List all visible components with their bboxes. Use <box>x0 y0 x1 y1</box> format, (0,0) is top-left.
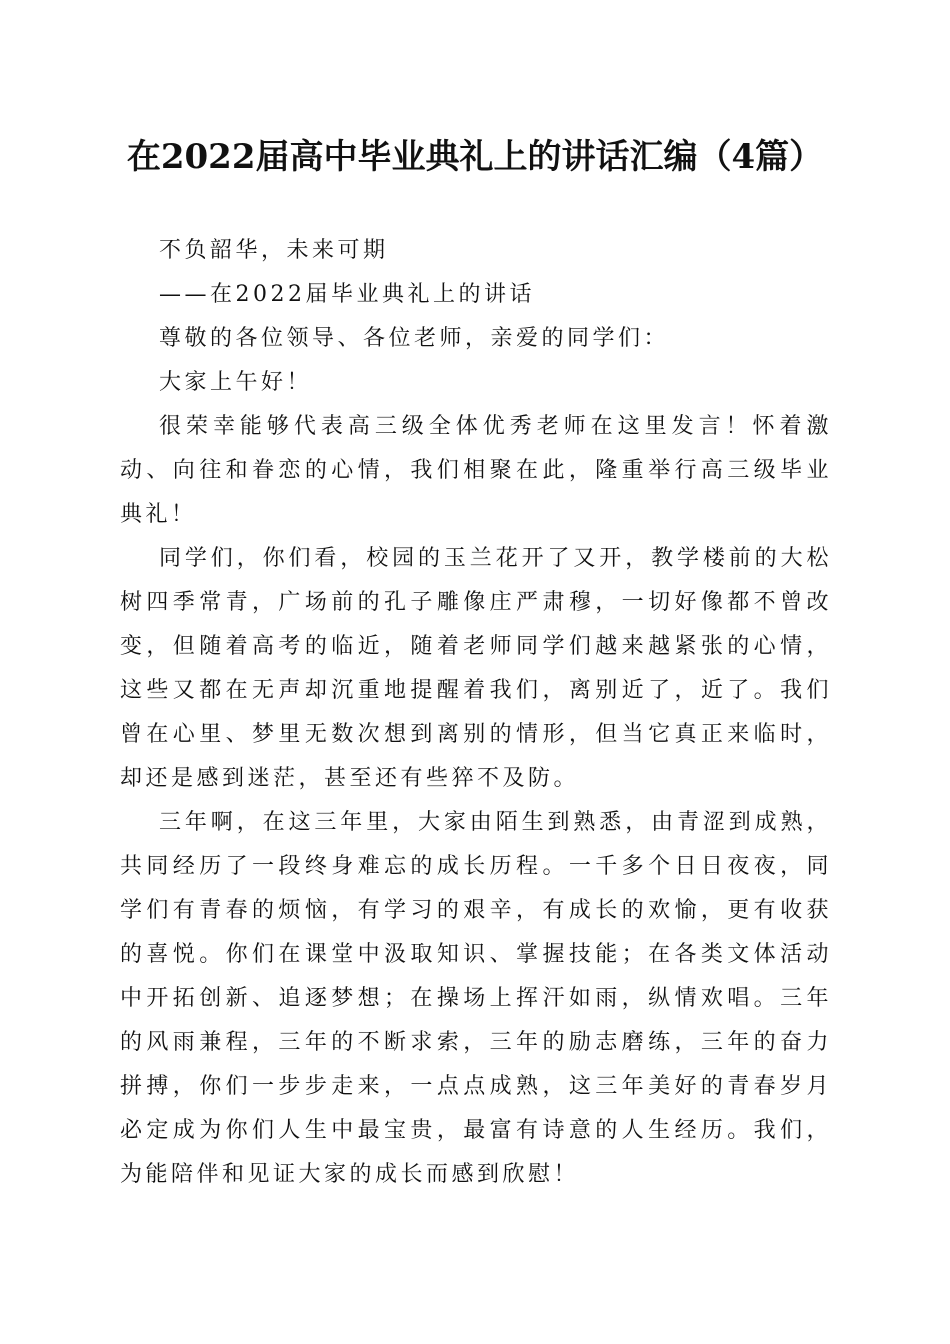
speech-subtitle: ——在2022届毕业典礼上的讲话 <box>159 282 535 307</box>
greeting: 大家上午好！ <box>159 370 313 395</box>
body-paragraph: 三年啊，在这三年里，大家由陌生到熟悉，由青涩到成熟，共同经历了一段终身难忘的成长历程。一千多个日日夜夜，同学们有青春的烦恼，有学习的艰辛，有成长的欢愉，更有收获的喜悦。你们在课堂中汲取知识、掌握技能；在各类文体活动中开拓创新、追逐梦想；在操场上挥汗如雨，纵情欢唱。三年的风雨兼程，三年的不断求索，三年的励志磨练，三年的奋力拼搏，你们一步步走来，一点点成熟，这三年美好的青春岁月必定成为你们人生中最宝贵，最富有诗意的人生经历。我们，为能陪伴和见证大家的成长而感到欣慰！ <box>120 810 832 1187</box>
speech-title: 不负韶华，未来可期 <box>159 238 389 263</box>
document-body <box>120 229 832 1197</box>
document-title: 在2022届高中毕业典礼上的讲话汇编（4篇） <box>126 137 824 177</box>
salutation: 尊敬的各位领导、各位老师，亲爱的同学们： <box>159 326 670 351</box>
body-paragraph: 很荣幸能够代表高三级全体优秀老师在这里发言！怀着激动、向往和眷恋的心情，我们相聚在此，隆重举行高三级毕业典礼！ <box>120 414 832 527</box>
body-paragraph: 同学们，你们看，校园的玉兰花开了又开，教学楼前的大松树四季常青，广场前的孔子雕像庄严肃穆，一切好像都不曾改变，但随着高考的临近，随着老师同学们越来越紧张的心情，这些又都在无声却沉重地提醒着我们，离别近了，近了。我们曾在心里、梦里无数次想到离别的情形，但当它真正来临时，却还是感到迷茫，甚至还有些猝不及防。 <box>120 546 832 791</box>
